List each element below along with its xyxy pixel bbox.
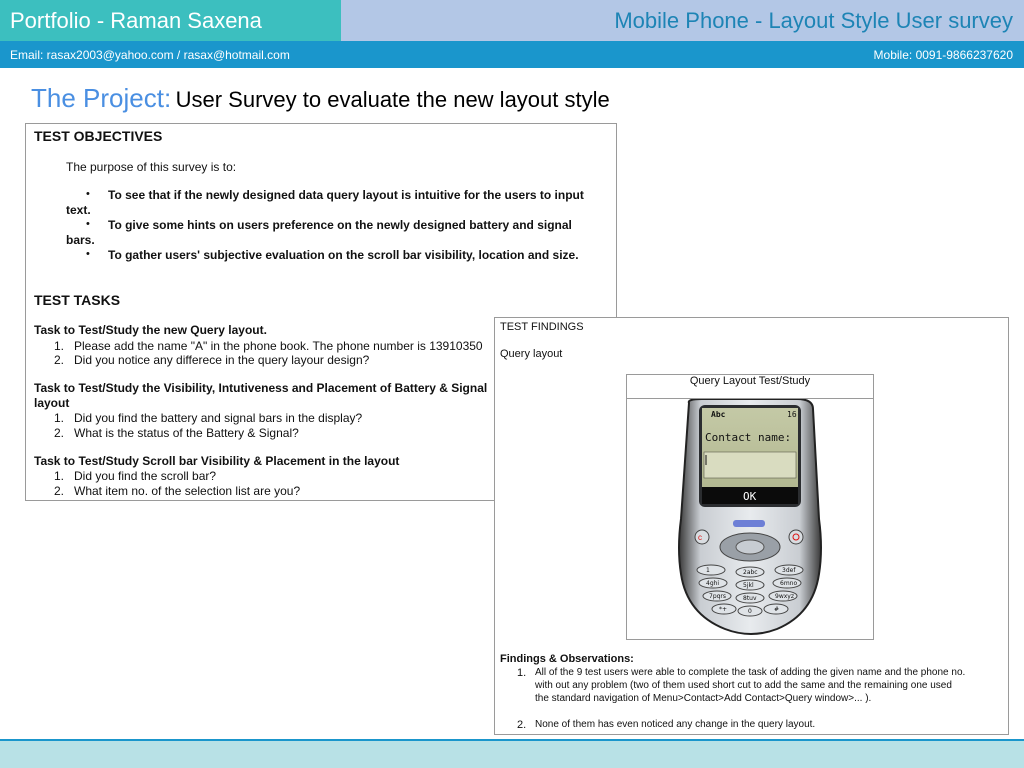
figure-caption [627, 375, 873, 399]
number-label: 1. [54, 411, 65, 425]
finding-2: None of them has even noticed any change in the query layout. [535, 719, 816, 730]
figure-caption-text: Query Layout Test/Study [689, 375, 811, 387]
key-label: 1 [706, 567, 710, 574]
task3-heading: Task to Test/Study Scroll bar Visibility & Placement in the layout [34, 454, 400, 468]
key-label: *+ [719, 606, 728, 613]
key-label: # [774, 606, 780, 613]
number-label: 2. [517, 719, 527, 731]
purpose-text: The purpose of this survey is to: [66, 160, 237, 174]
key-label: 8tuv [743, 595, 757, 602]
contact-bar [0, 41, 1024, 68]
finding-1-line: the standard navigation of Menu>Contact>Add Contact>Query window>... ). [535, 693, 872, 704]
phone-contact-label: Contact name: [705, 431, 792, 444]
objective-2-line-b: bars. [66, 233, 95, 247]
bullet-icon: • [86, 248, 90, 260]
key-label: 3def [782, 567, 796, 574]
objective-3: To gather users' subjective evaluation on the scroll bar visibility, location and size. [108, 248, 579, 262]
number-label: 1. [517, 667, 527, 679]
bullet-icon: • [86, 218, 90, 230]
objectives-heading: TEST OBJECTIVES [34, 128, 163, 144]
phone-number: 16 [787, 410, 797, 419]
number-label: 2. [54, 426, 65, 440]
task1-heading: Task to Test/Study the new Query layout. [34, 323, 267, 337]
observations-heading: Findings & Observations: [500, 653, 634, 665]
finding-1-line: with out any problem (two of them used short cut to add the same and the remaining one used [535, 680, 952, 691]
number-label: 1. [54, 339, 65, 353]
objective-2-line-a: To give some hints on users preference on the newly designed battery and signal [108, 218, 572, 232]
email-text: Email: rasax2003@yahoo.com / rasax@hotmail.com [10, 48, 290, 62]
key-label: 4ghi [706, 580, 720, 587]
portfolio-title-bar [0, 0, 341, 41]
finding-1-line: All of the 9 test users were able to complete the task of adding the given name and the phone no. [535, 667, 966, 678]
task1-item: Please add the name "A" in the phone book. The phone number is 13910350 [74, 339, 483, 353]
test-findings-document [494, 317, 1009, 735]
task1-item: Did you notice any differece in the query layour design? [74, 353, 370, 367]
key-label: 6mno [780, 580, 798, 587]
query-layout-subheading: Query layout [500, 348, 563, 360]
findings-heading: TEST FINDINGS [500, 321, 584, 333]
slide-title-label: The Project: [31, 83, 172, 113]
task2-item: What is the status of the Battery & Signal? [74, 426, 299, 440]
objective-1-line-b: text. [66, 203, 91, 217]
slide-title-text: User Survey to evaluate the new layout style [175, 87, 610, 112]
task2-heading-line-b: layout [34, 396, 70, 410]
phone-status: Abc [711, 410, 726, 419]
key-label: 2abc [743, 569, 758, 576]
number-label: 1. [54, 469, 65, 483]
key-label: 5jkl [743, 582, 754, 589]
task2-heading-line-a: Task to Test/Study the Visibility, Intutiveness and Placement of Battery & Signal [34, 381, 488, 395]
survey-title: Mobile Phone - Layout Style User survey [614, 8, 1013, 33]
key-label: 7pqrs [709, 593, 727, 600]
query-layout-figure [626, 374, 874, 640]
portfolio-title: Portfolio - Raman Saxena [10, 8, 262, 33]
key-label: 0 [748, 608, 752, 615]
mobile-phone-image [627, 399, 873, 639]
footer-bar [0, 741, 1024, 768]
survey-title-bar [341, 0, 1024, 41]
tasks-heading: TEST TASKS [34, 292, 121, 308]
bullet-icon: • [86, 188, 90, 200]
task3-item: Did you find the scroll bar? [74, 469, 217, 483]
number-label: 2. [54, 353, 65, 367]
key-label: 9wxyz [775, 593, 794, 600]
mobile-text: Mobile: 0091-9866237620 [873, 48, 1013, 62]
slide-title [31, 83, 610, 114]
objective-1-line-a: To see that if the newly designed data query layout is intuitive for the users to input [108, 188, 584, 202]
phone-ok-softkey: OK [743, 490, 757, 503]
task2-item: Did you find the battery and signal bars in the display? [74, 411, 363, 425]
number-label: 2. [54, 484, 65, 498]
task3-item: What item no. of the selection list are you? [74, 484, 301, 498]
svg-text:c: c [698, 533, 702, 542]
